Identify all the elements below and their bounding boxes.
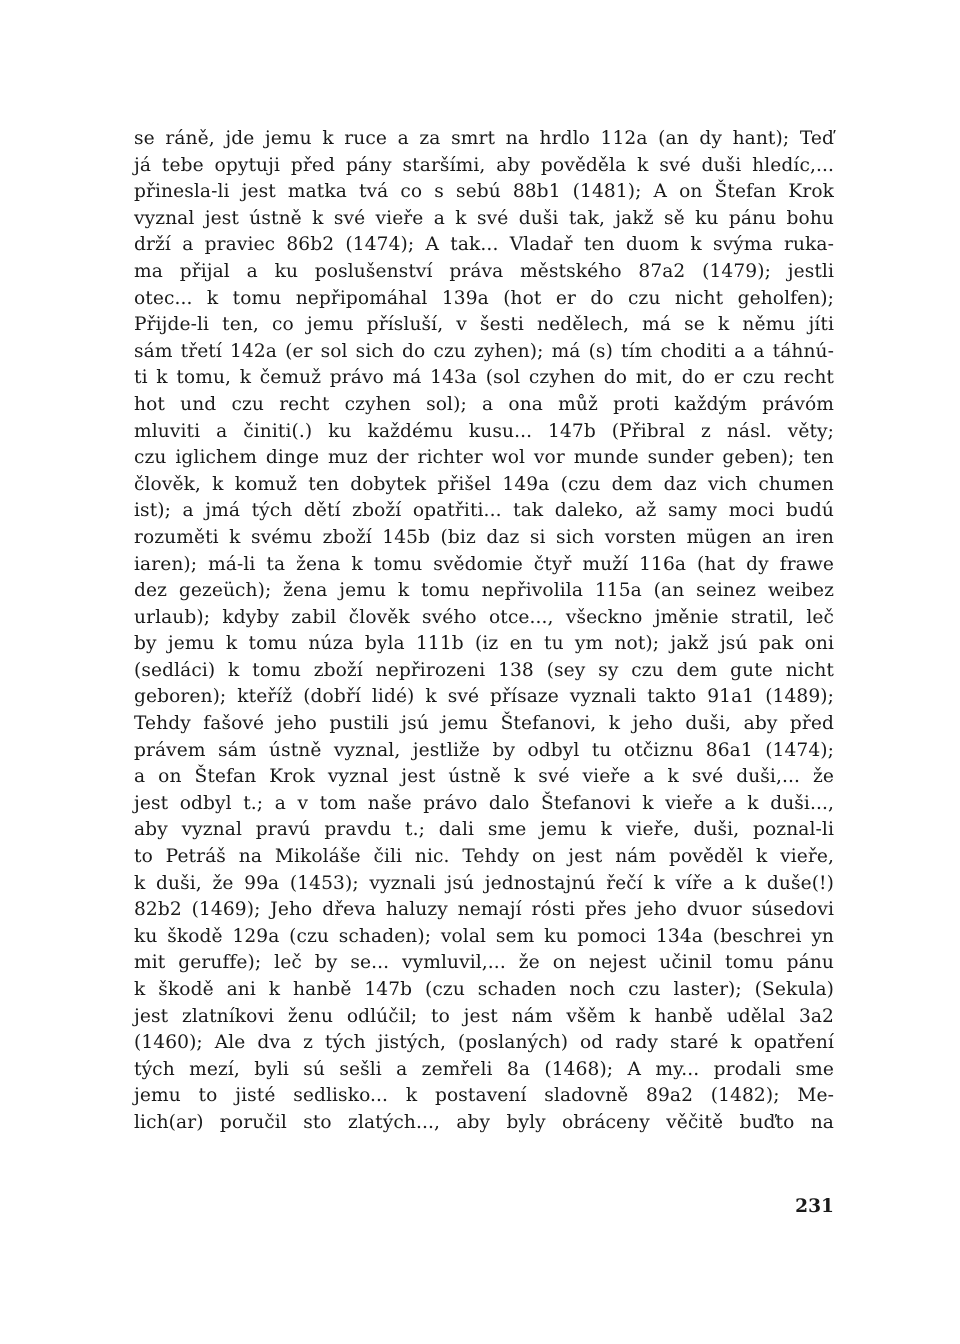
text-line: geboren); kteříž (dobří lidé) k své přísaze vyznali takto 91a1 (1489);: [134, 686, 834, 708]
text-line: a on Štefan Krok vyznal jest ústně k své vieře a k své duši,... že: [134, 766, 834, 788]
page-number: 231: [795, 1196, 834, 1217]
text-line: iaren); má-li ta žena k tomu svědomie čtyř muží 116a (hat dy frawe: [134, 553, 834, 575]
text-line: lich(ar) poručil sto zlatých..., aby byly obráceny věčitě buďto na: [134, 1111, 834, 1133]
text-line: by jemu k tomu núza byla 111b (iz en tu ym not); jakž jsú pak oni: [134, 633, 834, 655]
text-line: vyznal jest ústně k své vieře a k své duši tak, jakž sě ku pánu bohu: [134, 207, 834, 229]
text-line: sám třetí 142a (er sol sich do czu zyhen); má (s) tím choditi a a táhnú-: [134, 340, 834, 362]
text-line: já tebe opytuji před pány staršími, aby pověděla k své duši hledíc,...: [134, 154, 834, 176]
text-line: (sedláci) k tomu zboží nepřirozeni 138 (sey sy czu dem gute nicht: [134, 659, 834, 681]
text-line: Přijde-li ten, co jemu přísluší, v šesti nedělech, má se k němu jíti: [134, 314, 834, 336]
text-line: jemu to jisté sedlisko... k postavení sladovně 89a2 (1482); Me-: [134, 1085, 834, 1107]
text-line: czu iglichem dinge muz der richter wol vor munde sunder geben); ten: [134, 447, 834, 469]
text-line: to Petráš na Mikoláše čili nic. Tehdy on jest nám pověděl k vieře,: [134, 846, 834, 868]
text-line: mluviti a činiti(.) ku každému kusu... 147b (Přibral z násl. věty;: [134, 420, 834, 442]
text-line: ma přijal a ku poslušenství práva městského 87a2 (1479); jestli: [134, 260, 834, 282]
text-line: mit geruffe); leč by se... vymluvil,... že on nejest učinil tomu pánu: [134, 952, 834, 974]
text-line: dez gezeüch); žena jemu k tomu nepřivolila 115a (an seinez weibez: [134, 580, 834, 602]
text-line: právem sám ústně vyznal, jestliže by odbyl tu otčiznu 86a1 (1474);: [134, 739, 834, 761]
text-line: otec... k tomu nepřipomáhal 139a (hot er do czu nicht geholfen);: [134, 287, 834, 309]
text-line: přinesla-li jest matka tvá co s sebú 88b1 (1481); A on Štefan Krok: [134, 181, 834, 203]
text-line: se ráně, jde jemu k ruce a za smrt na hrdlo 112a (an dy hant); Teď: [134, 128, 834, 149]
text-line: drží a praviec 86b2 (1474); A tak... Vladař ten duom k svýma ruka-: [134, 234, 834, 256]
text-line: tých mezí, byli sú sešli a zemřeli 8a (1468); A my... prodali sme: [134, 1058, 834, 1080]
text-line: Tehdy fašové jeho pustili jsú jemu Štefanovi, k jeho duši, aby před: [134, 713, 834, 735]
text-line: aby vyznal pravú pravdu t.; dali sme jemu k vieře, duši, poznal-li: [134, 819, 834, 841]
text-line: jest odbyl t.; a v tom naše právo dalo Štefanovi k vieře a k duši...,: [134, 792, 834, 814]
text-line: člověk, k komuž ten dobytek přišel 149a (czu dem daz vich chumen: [134, 473, 834, 495]
text-line: hot und czu recht czyhen sol); a ona můž proti každým právóm: [134, 393, 834, 415]
text-line: k duši, že 99a (1453); vyznali jsú jednostajnú řečí k víře a k duše(!): [134, 872, 834, 894]
body-text: [134, 126, 834, 1137]
text-line: jest zlatníkovi ženu odlúčil; to jest nám všěm k hanbě udělal 3a2: [134, 1005, 834, 1027]
text-line: ti k tomu, k čemuž právo má 143a (sol czyhen do mit, do er czu recht: [134, 367, 834, 389]
text-line: k škodě ani k hanbě 147b (czu schaden noch czu laster); (Sekula): [134, 979, 834, 1000]
text-line: (1460); Ale dva z tých jistých, (poslaných) od rady staré k opatření: [134, 1032, 834, 1054]
text-line: urlaub); kdyby zabil člověk svého otce..., všeckno jměnie stratil, leč: [134, 606, 834, 628]
text-line: 82b2 (1469); Jeho dřeva haluzy nemají rósti přes jeho dvuor súsedovi: [134, 899, 834, 921]
text-line: ku škodě 129a (czu schaden); volal sem ku pomoci 134a (beschrei yn: [134, 925, 834, 947]
text-line: ist); a jmá tých dětí zboží opatřiti... tak daleko, až samy moci budú: [134, 500, 834, 522]
text-line: rozuměti k svému zboží 145b (biz daz si sich vorsten mügen an iren: [134, 526, 834, 548]
